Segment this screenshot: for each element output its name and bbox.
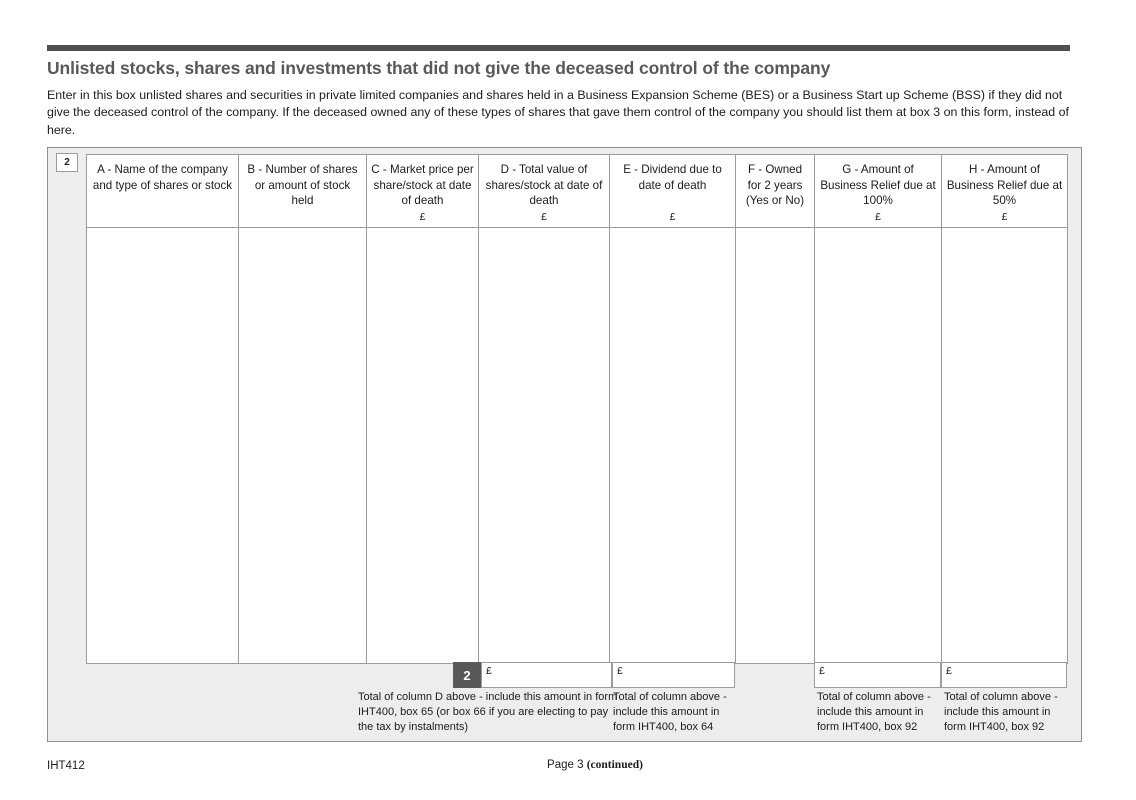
column-header-g (815, 155, 942, 228)
total-field-column-e[interactable] (612, 662, 735, 688)
column-header-h-label: H - Amount of Business Relief due at 50% (946, 163, 1063, 207)
pound-symbol: £ (486, 665, 492, 677)
entry-cell-relief-100[interactable] (815, 228, 942, 664)
entry-cell-owned-2-years[interactable] (736, 228, 815, 664)
form-id-label: IHT412 (47, 760, 85, 772)
entry-cell-number-of-shares[interactable] (239, 228, 367, 664)
column-header-a (87, 155, 239, 228)
total-caption-column-d: Total of column D above - include this amount in form IHT400, box 65 (or box 66 if you are electing to pay the tax by instalments) (358, 691, 618, 733)
column-header-a-label: A - Name of the company and type of shares or stock (92, 163, 233, 192)
column-header-d-currency: £ (541, 211, 547, 223)
column-header-e (610, 155, 736, 228)
entry-cell-market-price[interactable] (367, 228, 479, 664)
continued-text: (continued) (586, 759, 643, 771)
column-header-b-label: B - Number of shares or amount of stock held (247, 163, 358, 207)
column-header-b (239, 155, 367, 228)
total-caption-column-e: Total of column above - include this amount in form IHT400, box 64 (613, 691, 727, 733)
column-header-e-currency: £ (669, 211, 676, 223)
entry-cell-total-value[interactable] (479, 228, 610, 664)
unlisted-shares-table (86, 154, 1068, 664)
column-header-c-currency: £ (419, 211, 426, 223)
total-caption-column-h: Total of column above - include this amount in form IHT400, box 92 (944, 691, 1058, 733)
column-header-f-label: F - Owned for 2 years (Yes or No) (745, 163, 805, 207)
column-header-c-label: C - Market price per share/stock at date of death (371, 163, 474, 207)
total-field-column-d[interactable] (481, 662, 612, 688)
column-header-d (479, 155, 610, 228)
page-number-label (440, 759, 750, 771)
page-number-text: Page 3 (547, 759, 587, 771)
entry-cell-dividend-due[interactable] (610, 228, 736, 664)
column-header-h (942, 155, 1068, 228)
pound-symbol: £ (617, 665, 623, 677)
totals-box-number-badge: 2 (453, 662, 481, 688)
column-header-g-label: G - Amount of Business Relief due at 100% (820, 163, 936, 207)
section-divider-bar (47, 45, 1070, 51)
entry-cell-company-name[interactable] (87, 228, 239, 664)
total-field-column-h[interactable] (941, 662, 1067, 688)
box2-panel (47, 147, 1082, 742)
column-header-g-currency: £ (875, 211, 881, 223)
column-header-f (736, 155, 815, 228)
section-instructions: Enter in this box unlisted shares and securities in private limited companies and shares held in a Business Expansion Scheme (BES) or a Business Start up Scheme (BSS) if they did not give the deceased control of the company. If the deceased owned any of these types of shares that gave them control of the company you should list them at box 3 on this form, instead of here. (47, 88, 1069, 137)
column-header-e-label: E - Dividend due to date of death (623, 163, 722, 192)
column-header-c (367, 155, 479, 228)
section-title: Unlisted stocks, shares and investments that did not give the deceased control of the company (47, 58, 831, 78)
column-header-d-label: D - Total value of shares/stock at date of death (485, 163, 603, 207)
pound-symbol: £ (946, 665, 952, 677)
pound-symbol: £ (819, 665, 825, 677)
box-number-marker: 2 (56, 153, 78, 172)
entry-cell-relief-50[interactable] (942, 228, 1068, 664)
total-field-column-g[interactable] (814, 662, 941, 688)
column-header-h-currency: £ (1001, 211, 1008, 223)
total-caption-column-g: Total of column above - include this amount in form IHT400, box 92 (817, 691, 931, 733)
